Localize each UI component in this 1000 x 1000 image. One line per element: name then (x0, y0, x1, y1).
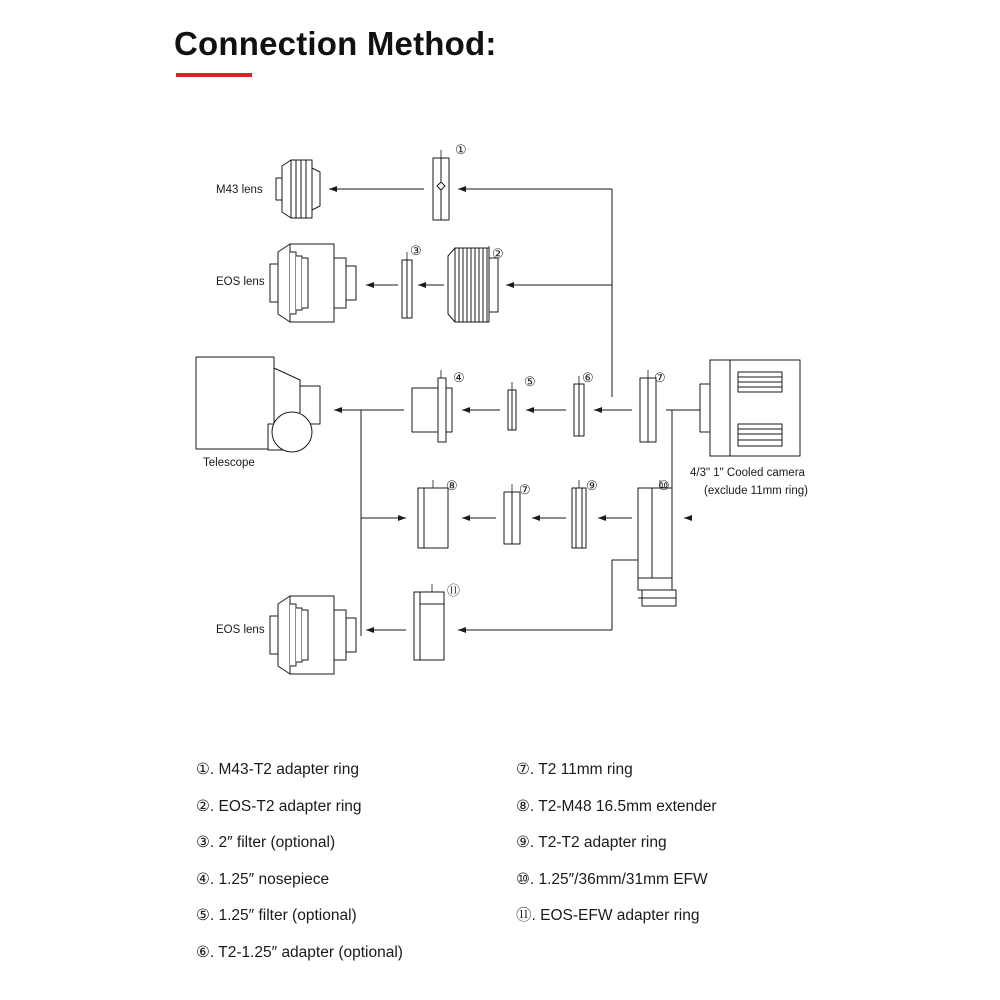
m43-t2-adapter-ring-illustration (433, 158, 449, 220)
legend-item: ⑧. T2-M48 16.5mm extender (516, 797, 717, 815)
page-title: Connection Method: (174, 25, 497, 62)
legend-item: ①. M43-T2 adapter ring (196, 761, 359, 778)
eos-lens-bottom-illustration (270, 596, 356, 674)
legend-item: ③. 2″ filter (optional) (196, 834, 336, 851)
callout-7-bottom: ⑦ (519, 482, 531, 497)
telescope-illustration (196, 357, 320, 452)
eos-efw-adapter-ring-illustration (414, 592, 444, 660)
callout-9: ⑨ (586, 478, 598, 493)
eos-lens-top-illustration (270, 244, 356, 322)
callout-4: ④ (453, 370, 465, 385)
legend-item: ②. EOS-T2 adapter ring (196, 797, 362, 815)
legend-item: ④. 1.25″ nosepiece (196, 870, 330, 888)
callout-11: ⑪ (447, 583, 461, 598)
legend-item: ⑩. 1.25″/36mm/31mm EFW (516, 870, 708, 888)
label-eos-lens-top: EOS lens (216, 276, 265, 288)
t2-11mm-ring-illustration-bottom (504, 492, 520, 544)
legend-column-left (196, 752, 516, 971)
callout-6: ⑥ (582, 370, 594, 385)
callout-2: ② (492, 246, 504, 261)
label-m43-lens: M43 lens (216, 184, 263, 196)
t2-m48-extender-illustration (418, 488, 448, 548)
label-eos-lens-bottom: EOS lens (216, 624, 265, 636)
cooled-camera-illustration (700, 360, 800, 456)
m43-lens-illustration (276, 160, 320, 218)
legend-item: ⑨. T2-T2 adapter ring (516, 834, 667, 851)
legend (196, 752, 836, 971)
legend-item: ⑤. 1.25″ filter (optional) (196, 907, 357, 924)
callout-3: ③ (410, 243, 422, 258)
callout-10: ⑩ (658, 478, 670, 493)
t2-t2-adapter-ring-illustration (572, 488, 586, 548)
legend-item: ⑥. T2-1.25″ adapter (optional) (196, 943, 403, 961)
eos-t2-adapter-ring-illustration (448, 248, 498, 322)
efw-illustration (638, 488, 676, 606)
callout-8: ⑧ (446, 478, 458, 493)
two-inch-filter-illustration (402, 260, 412, 318)
legend-column-right (516, 752, 836, 971)
label-cooled-camera-line2: (exclude 11mm ring) (704, 485, 808, 497)
legend-item: ⑪. EOS-EFW adapter ring (516, 907, 700, 924)
nosepiece-illustration (412, 378, 452, 442)
one-inch-filter-illustration (508, 390, 516, 430)
callout-1: ① (455, 142, 467, 157)
legend-item: ⑦. T2 11mm ring (516, 761, 633, 778)
t2-11mm-ring-illustration-top (640, 378, 656, 442)
label-cooled-camera-line1: 4/3" 1" Cooled camera (690, 467, 805, 479)
label-telescope: Telescope (203, 457, 255, 469)
callout-5: ⑤ (524, 374, 536, 389)
callout-7-top: ⑦ (654, 370, 666, 385)
t2-to-125-adapter-illustration (574, 384, 584, 436)
